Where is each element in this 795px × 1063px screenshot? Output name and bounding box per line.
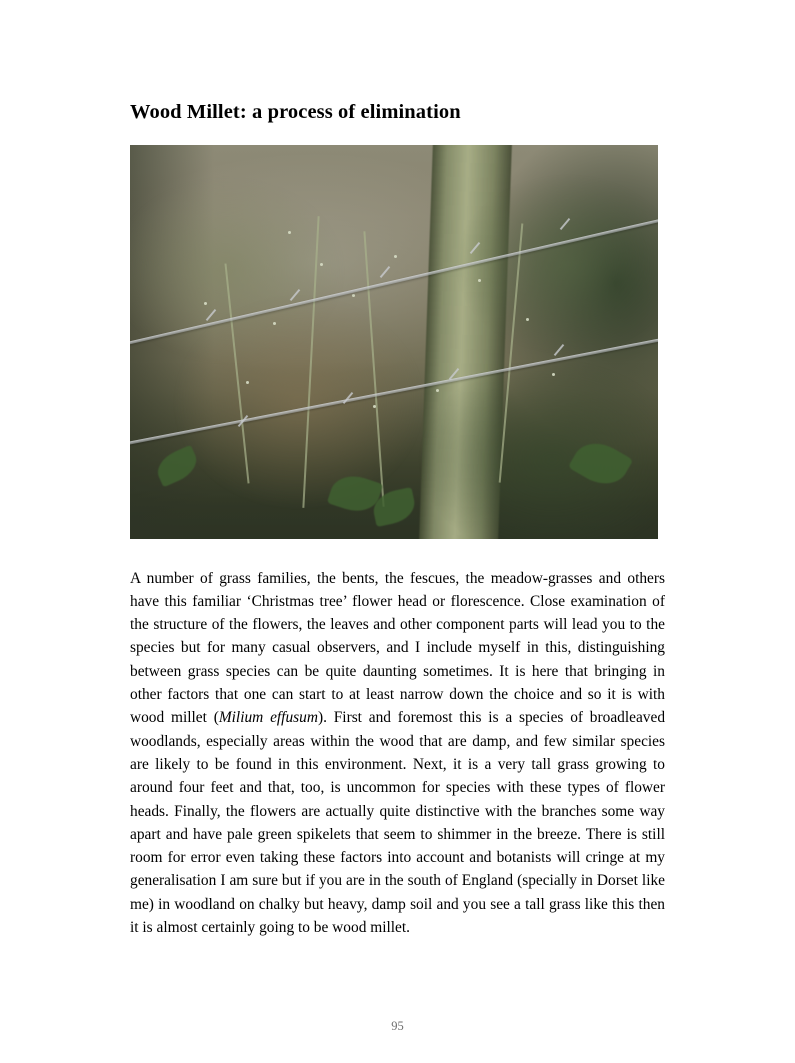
body-part-two: ). First and foremost this is a species of broadleaved woodlands, especially areas within the wood that are damp, and few similar species are likely to be found in this environment. Next, it is a very tall grass growing to around four feet and that, too, is uncommon for species with these types of flower heads. Finally, the flowers are actually quite distinctive with the branches some way apart and have pale green spikelets that seem to shimmer in the breeze. There is still room for error even taking these factors into account and botanists will cringe at my generalisation I am sure but if you are in the south of England (specially in Dorset like me) in woodland on chalky but heavy, damp soil and you see a tall grass like this then it is almost certainly going to be wood millet. [130,709,666,937]
photo-barb [380,266,391,278]
page-number: 95 [391,1019,404,1033]
page-title: Wood Millet: a process of elimination [130,101,461,123]
photo-foliage-mass [172,294,425,511]
photo-spikelet [526,318,529,321]
photo-spikelet [394,255,397,258]
photo-spikelet [320,263,323,266]
body-part-one: A number of grass families, the bents, the fescues, the meadow-grasses and others have this familiar ‘Christmas tree’ flower head or florescence. Close examination of the structure of the flowers, the leaves and other component parts will lead you to the species but for many casual observers, and I include myself in this, distinguishing between grass species can be quite daunting sometimes. It is here that bringing in other factors that one can start to at least narrow down the choice and so it is with wood millet ( [130,569,665,727]
page-content [130,0,665,955]
article-photograph [130,145,658,539]
article-body [130,567,665,940]
photo-spikelet [373,405,376,408]
photo-spikelet [273,322,276,325]
photograph-image [130,145,658,539]
photo-spikelet [352,294,355,297]
species-name: Milium effusum [218,709,318,727]
